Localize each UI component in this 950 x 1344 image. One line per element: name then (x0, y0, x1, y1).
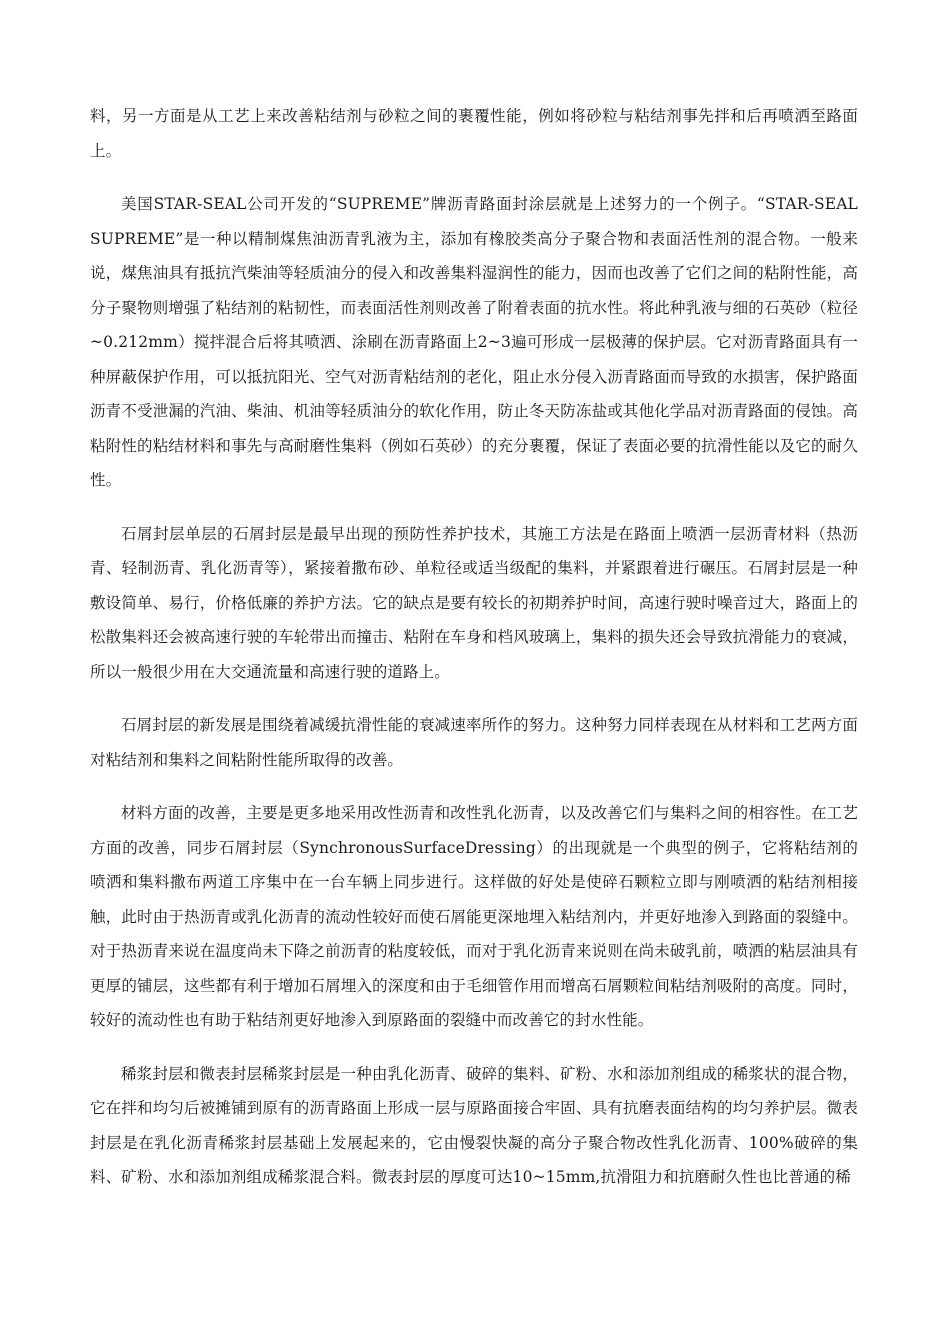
paragraph-chip-seal: 石屑封层单层的石屑封层是最早出现的预防性养护技术，其施工方法是在路面上喷洒一层沥青材料（热沥青、轻制沥青、乳化沥青等），紧接着撒布砂、单粒径或适当级配的集料，并紧跟着进行碾压。石屑封层是一种敷设简单、易行，价格低廉的养护方法。它的缺点是要有较长的初期养护时间，高速行驶时噪音过大，路面上的松散集料还会被高速行驶的车轮带出而撞击、粘附在车身和档风玻璃上，集料的损失还会导致抗滑能力的衰减，所以一般很少用在大交通流量和高速行驶的道路上。 (90, 524, 858, 681)
paragraph-chip-seal-development: 石屑封层的新发展是围绕着减缓抗滑性能的衰减速率所作的努力。这种努力同样表现在从材料和工艺两方面对粘结剂和集料之间粘附性能所取得的改善。 (90, 716, 858, 769)
paragraph-star-seal: 美国STAR-SEAL公司开发的“SUPREME”牌沥青路面封涂层就是上述努力的一个例子。“STAR-SEAL SUPREME”是一种以精制煤焦油沥青乳液为主，添加有橡胶类高分子聚合物和表面活性剂的混合物。一般来说，煤焦油具有抵抗汽柴油等轻质油分的侵入和改善集料湿润性的能力，因而也改善了它们之间的粘附性能，高分子聚物则增强了粘结剂的粘韧性，而表面活性剂则改善了附着表面的抗水性。将此种乳液与细的石英砂（粒径~0.212mm）搅拌混合后将其喷洒、涂刷在沥青路面上2~3遍可形成一层极薄的保护层。它对沥青路面具有一种屏蔽保护作用，可以抵抗阳光、空气对沥青粘结剂的老化，阻止水分侵入沥青路面而导致的水损害，保护路面沥青不受泄漏的汽油、柴油、机油等轻质油分的软化作用，防止冬天防冻盐或其他化学品对沥青路面的侵蚀。高粘附性的粘结材料和事先与高耐磨性集料（例如石英砂）的充分裹覆，保证了表面必要的抗滑性能以及它的耐久性。 (90, 195, 858, 489)
document-body (90, 99, 858, 1214)
paragraph-slurry-seal: 稀浆封层和微表封层稀浆封层是一种由乳化沥青、破碎的集料、矿粉、水和添加剂组成的稀浆状的混合物，它在拌和均匀后被摊铺到原有的沥青路面上形成一层与原路面接合牢固、具有抗磨表面结构的均匀养护层。微表封层是在乳化沥青稀浆封层基础上发展起来的，它由慢裂快凝的高分子聚合物改性乳化沥青、100%破碎的集料、矿粉、水和添加剂组成稀浆混合料。微表封层的厚度可达10~15mm,抗滑阻力和抗磨耐久性也比普通的稀 (90, 1064, 858, 1186)
paragraph-continuation: 料，另一方面是从工艺上来改善粘结剂与砂粒之间的裹覆性能，例如将砂粒与粘结剂事先拌和后再喷洒至路面上。 (90, 107, 858, 160)
paragraph-material-improvement: 材料方面的改善，主要是更多地采用改性沥青和改性乳化沥青，以及改善它们与集料之间的相容性。在工艺方面的改善，同步石屑封层（SynchronousSurfaceDressing）的出现就是一个典型的例子，它将粘结剂的喷洒和集料撒布两道工序集中在一台车辆上同步进行。这样做的好处是使碎石颗粒立即与刚喷洒的粘结剂相接触，此时由于热沥青或乳化沥青的流动性较好而使石屑能更深地埋入粘结剂内，并更好地渗入到路面的裂缝中。对于热沥青来说在温度尚未下降之前沥青的粘度较低，而对于乳化沥青来说则在尚未破乳前，喷洒的粘层油具有更厚的铺层，这些都有利于增加石屑埋入的深度和由于毛细管作用而增高石屑颗粒间粘结剂吸附的高度。同时，较好的流动性也有助于粘结剂更好地渗入到原路面的裂缝中而改善它的封水性能。 (90, 804, 858, 1029)
